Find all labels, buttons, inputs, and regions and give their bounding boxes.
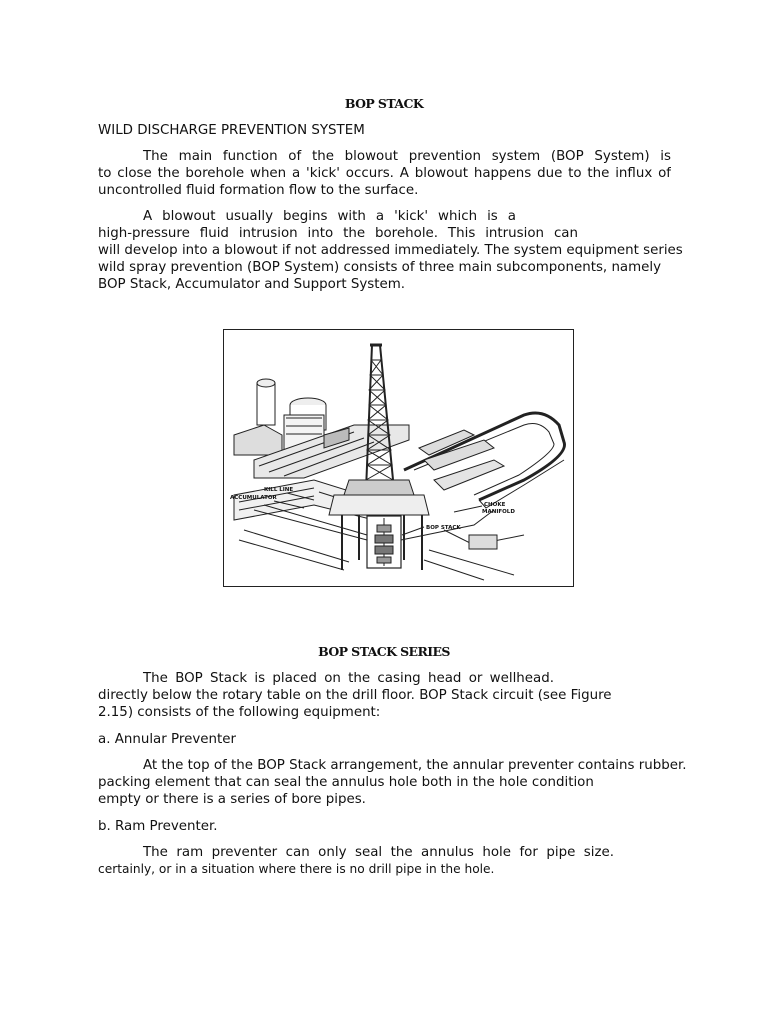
item-a-block: [98, 731, 671, 748]
paragraph-line: wild spray prevention (BOP System) consists of three main subcomponents, namely: [98, 260, 662, 275]
paragraph-line: certainly, or in a situation where there is no drill pipe in the hole.: [98, 862, 495, 876]
document-title: BOP STACK: [344, 96, 424, 111]
paragraph-5: [98, 844, 671, 878]
paragraph-line: At the top of the BOP Stack arrangement, the annular preventer contains rubber.: [143, 758, 687, 773]
bop-stack-label: BOP STACK: [426, 525, 461, 531]
drilling-rig-figure: [223, 329, 574, 587]
rig-illustration: [224, 330, 572, 585]
paragraph-line: high-pressure fluid intrusion into the borehole. This intrusion can: [98, 226, 578, 241]
paragraph-line: packing element that can seal the annulus hole both in the hole condition: [98, 775, 594, 790]
kill-line-label: KILL LINE: [264, 487, 294, 493]
paragraph-line: The main function of the blowout prevention system (BOP System) is: [143, 149, 671, 164]
paragraph-line: 2.15) consists of the following equipment:: [98, 705, 381, 720]
item-b-block: [98, 818, 671, 835]
subtitle-block: [98, 122, 671, 139]
accumulator-label: ACCUMULATOR: [230, 495, 277, 501]
subtitle: WILD DISCHARGE PREVENTION SYSTEM: [98, 123, 365, 138]
paragraph-1: [98, 148, 671, 199]
manifold-label: MANIFOLD: [482, 509, 515, 515]
paragraph-line: A blowout usually begins with a 'kick' which is a: [143, 209, 516, 224]
paragraph-2: [98, 208, 683, 293]
paragraph-line: BOP Stack, Accumulator and Support System.: [98, 277, 406, 292]
item-b-heading: b. Ram Preventer.: [98, 819, 218, 834]
paragraph-line: uncontrolled fluid formation flow to the surface.: [98, 183, 419, 198]
paragraph-line: The BOP Stack is placed on the casing head or wellhead.: [143, 671, 554, 686]
paragraph-4: [98, 757, 687, 808]
paragraph-line: The ram preventer can only seal the annulus hole for pipe size.: [143, 845, 614, 860]
paragraph-line: will develop into a blowout if not addressed immediately. The system equipment series: [98, 243, 683, 258]
paragraph-line: to close the borehole when a 'kick' occurs. A blowout happens due to the influx of: [98, 166, 671, 181]
choke-label: CHOKE: [484, 502, 506, 508]
section-title: BOP STACK SERIES: [318, 644, 450, 659]
paragraph-line: empty or there is a series of bore pipes.: [98, 792, 366, 807]
item-a-heading: a. Annular Preventer: [98, 732, 236, 747]
paragraph-line: directly below the rotary table on the drill floor. BOP Stack circuit (see Figure: [98, 688, 612, 703]
paragraph-3: [98, 670, 671, 721]
